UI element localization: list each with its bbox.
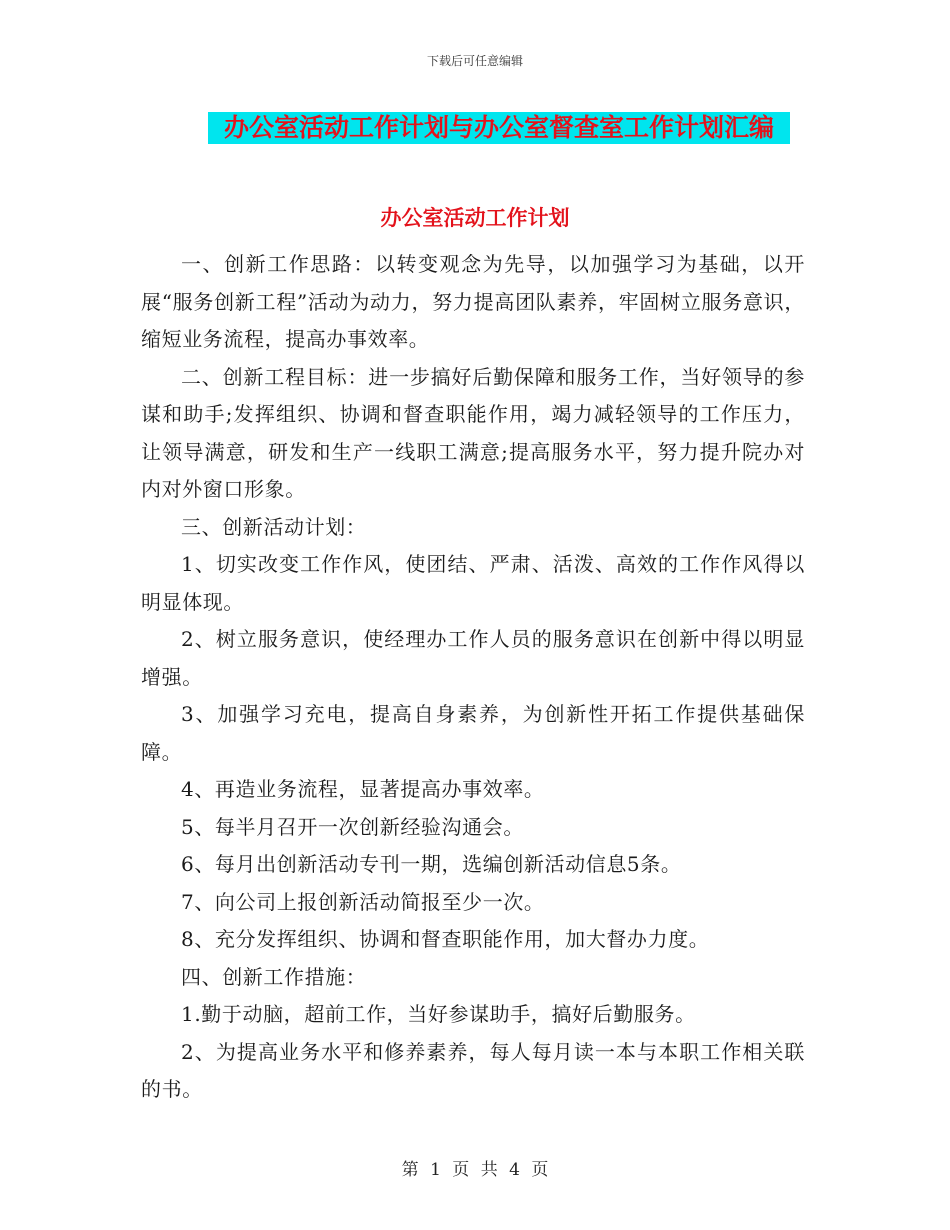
main-title-highlight (208, 112, 790, 144)
document-body (141, 246, 805, 1109)
header-note: 下载后可任意编辑 (426, 54, 523, 68)
paragraph: 1.勤于动脑，超前工作，当好参谋助手，搞好后勤服务。 (181, 1002, 696, 1026)
paragraph: 8、充分发挥组织、协调和督查职能作用，加大督办力度。 (181, 927, 710, 951)
paragraph: 三、创新活动计划： (181, 514, 367, 539)
paragraph: 2、为提高业务水平和修养素养，每人每月读一本与本职工作相关联的书。 (141, 1039, 805, 1101)
paragraph: 二、创新工程目标：进一步搞好后勤保障和服务工作，当好领导的参谋和助手;发挥组织、协调和督查职能作用，竭力减轻领导的工作压力，让领导满意，研发和生产一线职工满意;提高服务水平，努力提升院办对内对外窗口形象。 (141, 364, 805, 501)
paragraph: 2、树立服务意识，使经理办工作人员的服务意识在创新中得以明显增强。 (141, 627, 805, 689)
main-title: 办公室活动工作计划与办公室督查室工作计划汇编 (223, 113, 774, 142)
paragraph: 1、切实改变工作作风，使团结、严肃、活泼、高效的工作作风得以明显体现。 (141, 552, 805, 614)
paragraph: 7、向公司上报创新活动简报至少一次。 (181, 889, 545, 914)
paragraph: 6、每月出创新活动专刊一期，选编创新活动信息5条。 (181, 852, 682, 876)
paragraph: 四、创新工作措施： (181, 964, 367, 989)
paragraph: 5、每半月召开一次创新经验沟通会。 (181, 814, 524, 839)
section-title: 办公室活动工作计划 (380, 205, 570, 230)
paragraph: 4、再造业务流程，显著提高办事效率。 (181, 777, 545, 801)
paragraph: 一、创新工作思路：以转变观念为先导，以加强学习为基础，以开展“服务创新工程”活动为动力，努力提高团队素养，牢固树立服务意识，缩短业务流程，提高办事效率。 (141, 252, 805, 351)
page-number: 第 1 页 共 4 页 (401, 1160, 549, 1180)
paragraph: 3、加强学习充电，提高自身素养，为创新性开拓工作提供基础保障。 (141, 702, 805, 764)
